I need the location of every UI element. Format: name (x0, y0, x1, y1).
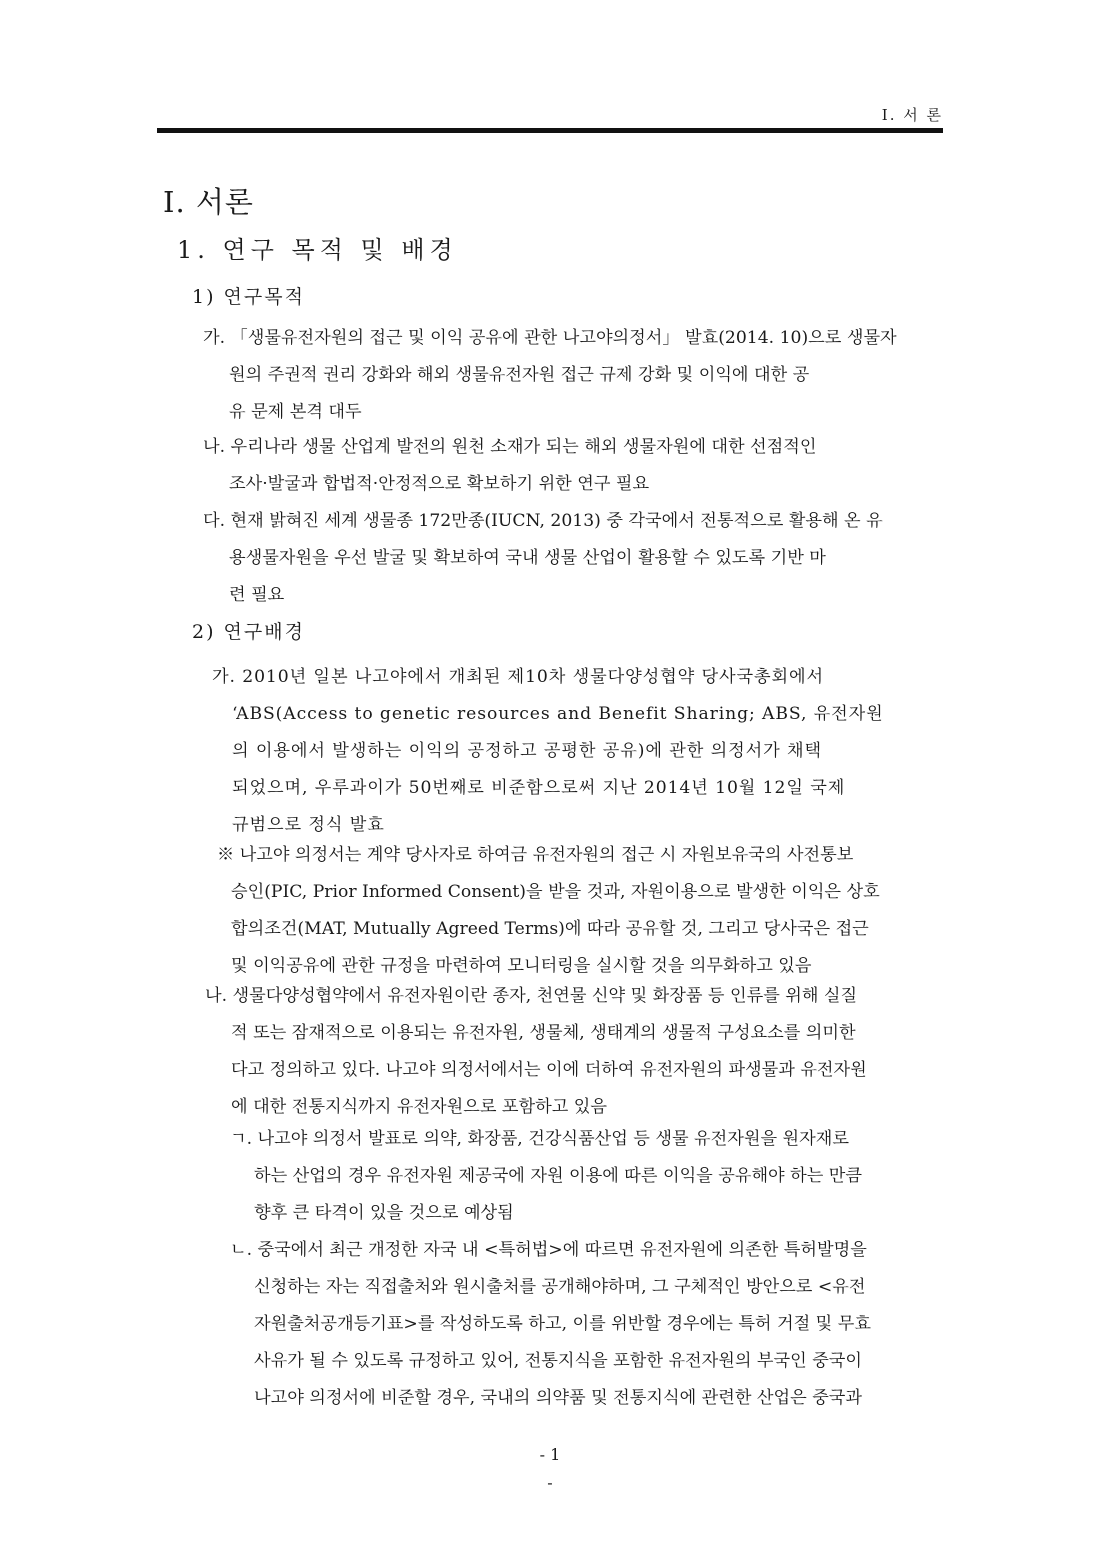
text-line: 나. 우리나라 생물 산업계 발전의 원천 소재가 되는 해외 생물자원에 대한 선점적인 (203, 437, 817, 457)
text-line: 조사·발굴과 합법적·안정적으로 확보하기 위한 연구 필요 (229, 474, 650, 494)
background-heading: 2) 연구배경 (192, 621, 305, 643)
text-line: 원의 주권적 권리 강화와 해외 생물유전자원 접근 규제 강화 및 이익에 대한 공 (229, 365, 810, 385)
text-line: 자원출처공개등기표>를 작성하도록 하고, 이를 위반할 경우에는 특허 거절 및 무효 (254, 1314, 871, 1334)
page-number-dash: - (547, 1473, 553, 1492)
text-line: 유 문제 본격 대두 (229, 402, 362, 422)
text-line: 의 이용에서 발생하는 이익의 공정하고 공평한 공유)에 관한 의정서가 채택 (232, 741, 822, 761)
running-header: Ⅰ. 서 론 (881, 106, 943, 124)
section-title: 1. 연구 목적 및 배경 (177, 236, 458, 264)
text-line: 하는 산업의 경우 유전자원 제공국에 자원 이용에 따른 이익을 공유해야 하는 만큼 (254, 1166, 863, 1186)
text-line: 에 대한 전통지식까지 유전자원으로 포함하고 있음 (231, 1097, 607, 1117)
text-line: 가. 「생물유전자원의 접근 및 이익 공유에 관한 나고야의정서」 발효(2014. 10)으로 생물자 (203, 328, 897, 348)
text-line: 나. 생물다양성협약에서 유전자원이란 종자, 천연물 신약 및 화장품 등 인류를 위해 실질 (205, 986, 858, 1006)
text-line: ‘ABS(Access to genetic resources and Benefit Sharing; ABS, 유전자원 (232, 704, 884, 724)
background-note (217, 837, 880, 985)
header-rule (157, 128, 943, 133)
text-line: 승인(PIC, Prior Informed Consent)을 받을 것과, 자원이용으로 발생한 이익은 상호 (231, 882, 880, 902)
background-subitem-giyeok (230, 1121, 862, 1232)
purpose-item-da (203, 503, 883, 614)
text-line: 가. 2010년 일본 나고야에서 개최된 제10차 생물다양성협약 당사국총회에서 (212, 667, 825, 687)
background-item-na (205, 978, 867, 1126)
background-item-ga (212, 659, 884, 844)
text-line: 련 필요 (229, 585, 285, 605)
text-line: 및 이익공유에 관한 규정을 마련하여 모니터링을 실시할 것을 의무화하고 있음 (231, 956, 812, 976)
text-line: ㄴ. 중국에서 최근 개정한 자국 내 <특허법>에 따르면 유전자원에 의존한 특허발명을 (230, 1240, 867, 1260)
purpose-item-na (203, 429, 816, 503)
text-line: 신청하는 자는 직접출처와 원시출처를 공개해야하며, 그 구체적인 방안으로 <유전 (254, 1277, 866, 1297)
background-subitem-nieun (230, 1232, 871, 1417)
purpose-item-ga (203, 320, 897, 431)
text-line: 되었으며, 우루과이가 50번째로 비준함으로써 지난 2014년 10월 12일 국제 (232, 778, 846, 798)
text-line: ㄱ. 나고야 의정서 발표로 의약, 화장품, 건강식품산업 등 생물 유전자원을 원자재로 (230, 1129, 849, 1149)
text-line: 나고야 의정서에 비준할 경우, 국내의 의약품 및 전통지식에 관련한 산업은 중국과 (254, 1388, 863, 1408)
text-line: 다고 정의하고 있다. 나고야 의정서에서는 이에 더하여 유전자원의 파생물과 유전자원 (231, 1060, 867, 1080)
text-line: 적 또는 잠재적으로 이용되는 유전자원, 생물체, 생태계의 생물적 구성요소를 의미한 (231, 1023, 856, 1043)
text-line: 향후 큰 타격이 있을 것으로 예상됨 (254, 1203, 514, 1223)
text-line: 사유가 될 수 있도록 규정하고 있어, 전통지식을 포함한 유전자원의 부국인 중국이 (254, 1351, 863, 1371)
text-line: 용생물자원을 우선 발굴 및 확보하여 국내 생물 산업이 활용할 수 있도록 기반 마 (229, 548, 826, 568)
text-line: 다. 현재 밝혀진 세계 생물종 172만종(IUCN, 2013) 중 각국에서 전통적으로 활용해 온 유 (203, 511, 883, 531)
text-line: 합의조건(MAT, Mutually Agreed Terms)에 따라 공유할 것, 그리고 당사국은 접근 (231, 919, 869, 939)
purpose-heading: 1) 연구목적 (192, 286, 305, 308)
chapter-title: Ⅰ. 서론 (163, 185, 254, 219)
text-line: ※ 나고야 의정서는 계약 당사자로 하여금 유전자원의 접근 시 자원보유국의 사전통보 (217, 845, 854, 865)
page-number: - 1 (539, 1445, 561, 1464)
text-line: 규범으로 정식 발효 (232, 815, 385, 835)
